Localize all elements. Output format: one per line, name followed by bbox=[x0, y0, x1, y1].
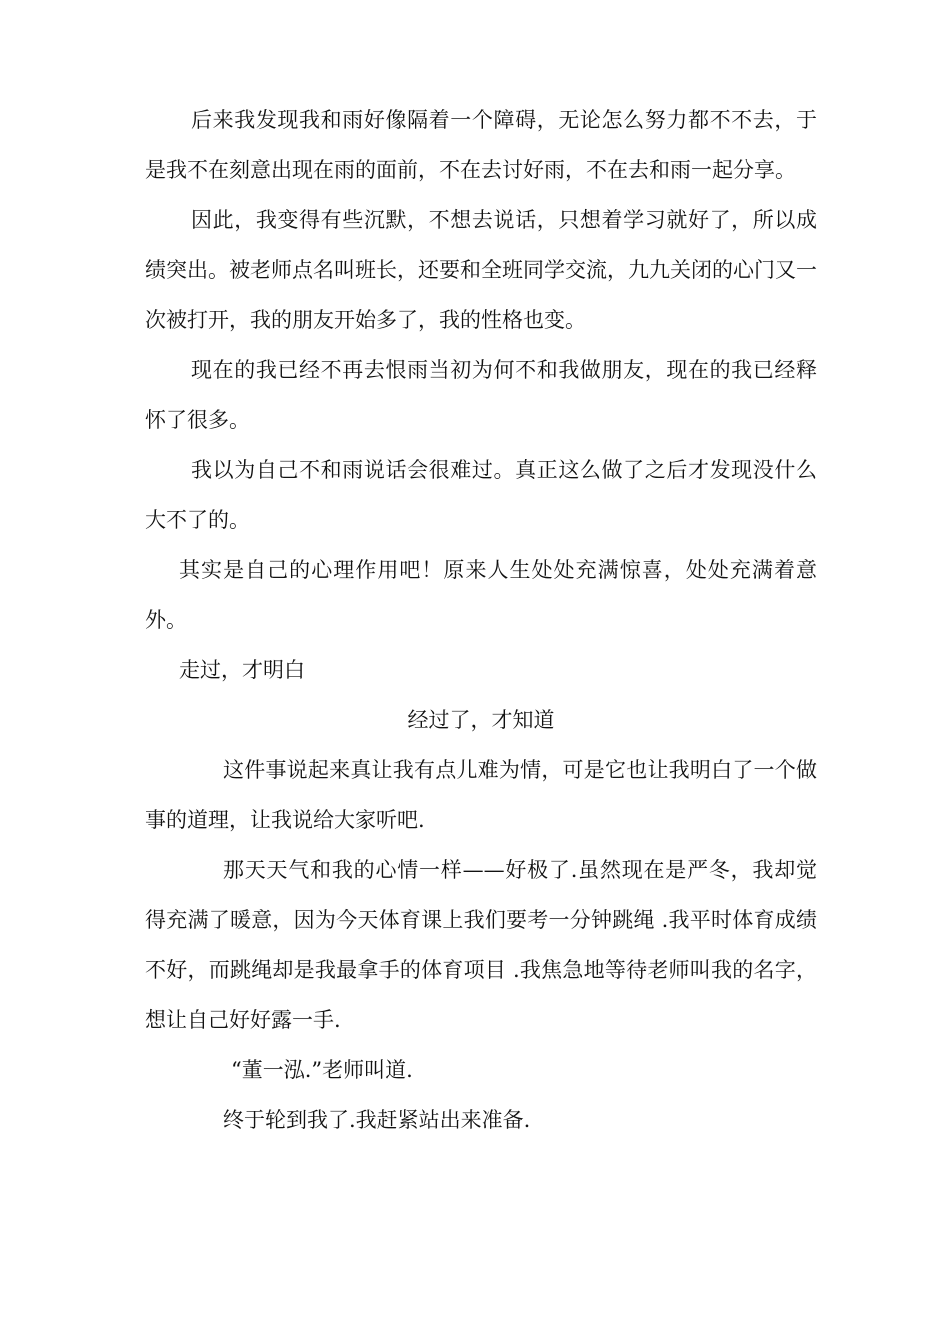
paragraph-1: 后来我发现我和雨好像隔着一个障碍，无论怎么努力都不不去，于是我不在刻意出现在雨的面前，不在去讨好雨，不在去和雨一起分享。 bbox=[145, 108, 817, 182]
paragraph-3: 现在的我已经不再去恨雨当初为何不和我做朋友，现在的我已经释怀了很多。 bbox=[145, 358, 817, 432]
paragraph-2: 因此，我变得有些沉默，不想去说话，只想着学习就好了，所以成绩突出。被老师点名叫班长，还要和全班同学交流，九九关闭的心门又一次被打开，我的朋友开始多了，我的性格也变。 bbox=[145, 208, 817, 332]
paragraph-11: 终于轮到我了.我赶紧站出来准备. bbox=[223, 1108, 531, 1132]
document-body bbox=[145, 95, 817, 1145]
paragraph-10: “董一泓.”老师叫道. bbox=[231, 1058, 413, 1082]
paragraph-9: 那天天气和我的心情一样——好极了.虽然现在是严冬，我却觉得充满了暖意，因为今天体育课上我们要考一分钟跳绳 .我平时体育成绩不好，而跳绳却是我最拿手的体育项目 .我焦急地等待老师叫我的名字，想让自己好好露一手. bbox=[145, 858, 817, 1032]
paragraph-5: 其实是自己的心理作用吧！原来人生处处充满惊喜，处处充满着意外。 bbox=[145, 558, 817, 632]
paragraph-8: 这件事说起来真让我有点儿难为情，可是它也让我明白了一个做事的道理，让我说给大家听吧. bbox=[145, 758, 817, 832]
paragraph-6: 走过，才明白 bbox=[179, 658, 305, 682]
section-heading: 经过了，才知道 bbox=[407, 708, 555, 732]
paragraph-4: 我以为自己不和雨说话会很难过。真正这么做了之后才发现没什么大不了的。 bbox=[145, 458, 817, 532]
